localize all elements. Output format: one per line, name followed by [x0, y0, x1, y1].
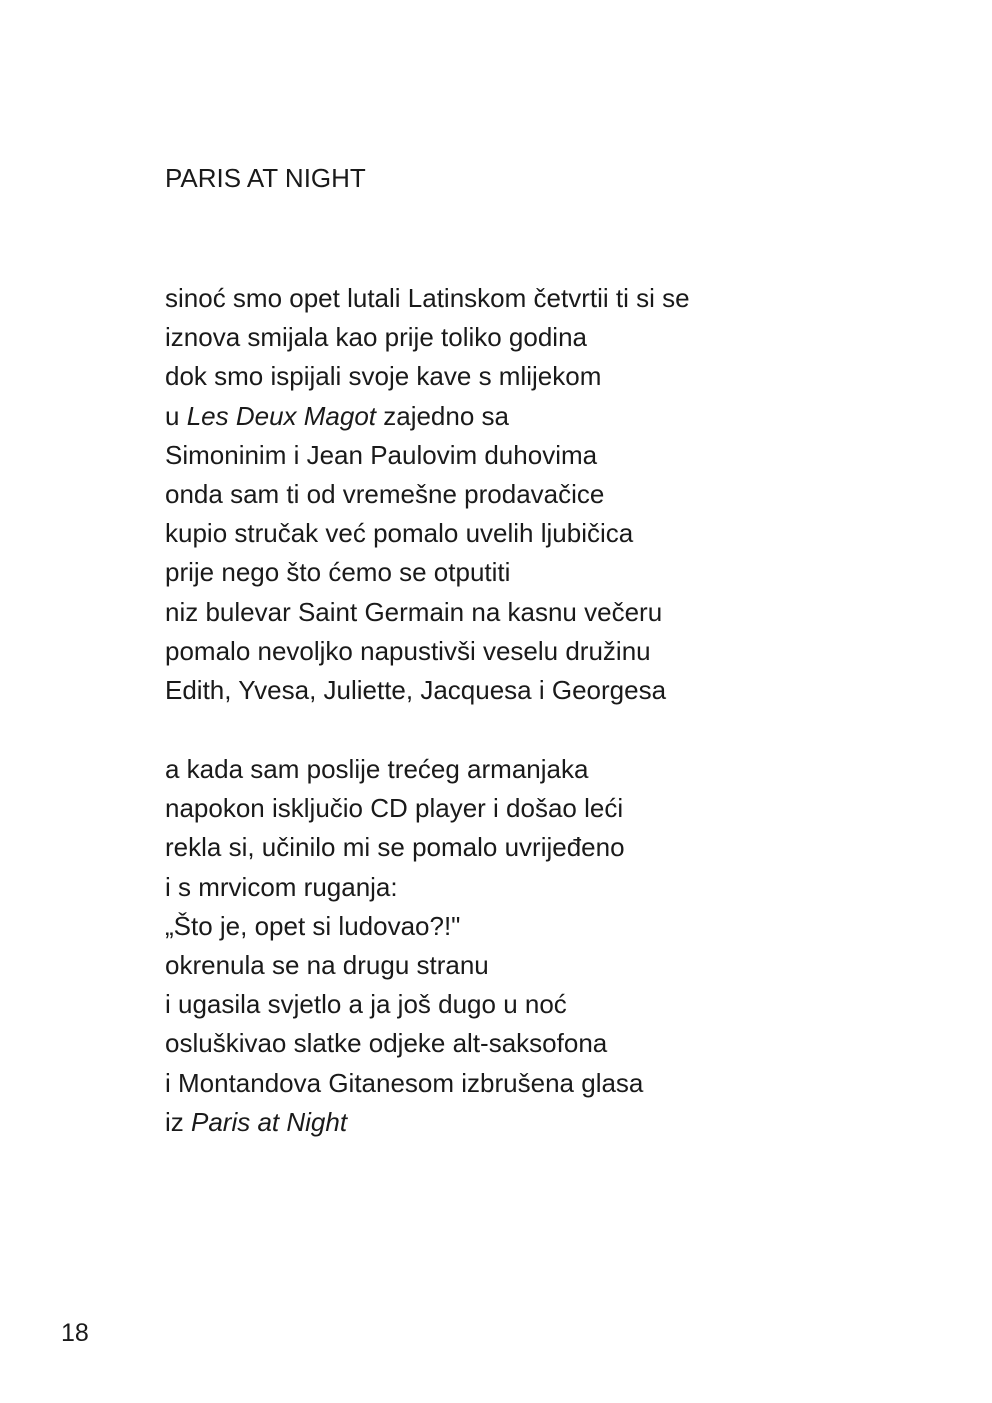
- cafe-name-italic: Les Deux Magot: [186, 400, 377, 431]
- poem-line: dok smo ispijali svoje kave s mlijekom: [165, 361, 602, 392]
- poem-line: i ugasila svjetlo a ja još dugo u noć: [165, 989, 567, 1020]
- poem-line: osluškivao slatke odjeke alt-saksofona: [165, 1028, 608, 1059]
- line-text: zajedno sa: [376, 400, 509, 431]
- poem-line: i s mrvicom ruganja:: [165, 871, 398, 902]
- line-text: u: [165, 400, 187, 431]
- poem-line: niz bulevar Saint Germain na kasnu večeru: [165, 596, 663, 627]
- album-title-italic: Paris at Night: [191, 1106, 348, 1137]
- poem-line: rekla si, učinilo mi se pomalo uvrijeđeno: [165, 832, 625, 863]
- line-text: iz: [165, 1106, 191, 1137]
- poem-line: a kada sam poslije trećeg armanjaka: [165, 754, 589, 784]
- poem-line: napokon isključio CD player i došao leći: [165, 793, 624, 824]
- poem-line: Edith, Yvesa, Juliette, Jacquesa i Georgesa: [165, 674, 667, 705]
- poem-line: sinoć smo opet lutali Latinskom četvrtii ti si se: [165, 283, 690, 313]
- page-number: 18: [61, 1319, 89, 1347]
- stanza-2: [165, 750, 643, 1142]
- poem-line: [165, 397, 690, 436]
- poem-line: „Što je, opet si ludovao?!": [165, 910, 461, 941]
- poem-line: prije nego što ćemo se otputiti: [165, 557, 511, 588]
- poem-line: i Montandova Gitanesom izbrušena glasa: [165, 1067, 644, 1098]
- poem-line: iznova smijala kao prije toliko godina: [165, 322, 588, 353]
- poem-line: onda sam ti od vremešne prodavačice: [165, 478, 605, 509]
- stanza-1: [165, 279, 690, 710]
- poem-line: Simoninim i Jean Paulovim duhovima: [165, 439, 598, 470]
- poem-line: okrenula se na drugu stranu: [165, 949, 489, 980]
- poem-line: pomalo nevoljko napustivši veselu družinu: [165, 635, 651, 666]
- poem-title: PARIS AT NIGHT: [165, 163, 366, 193]
- poem-line: kupio stručak već pomalo uvelih ljubičica: [165, 518, 634, 549]
- poem-line: [165, 1103, 643, 1142]
